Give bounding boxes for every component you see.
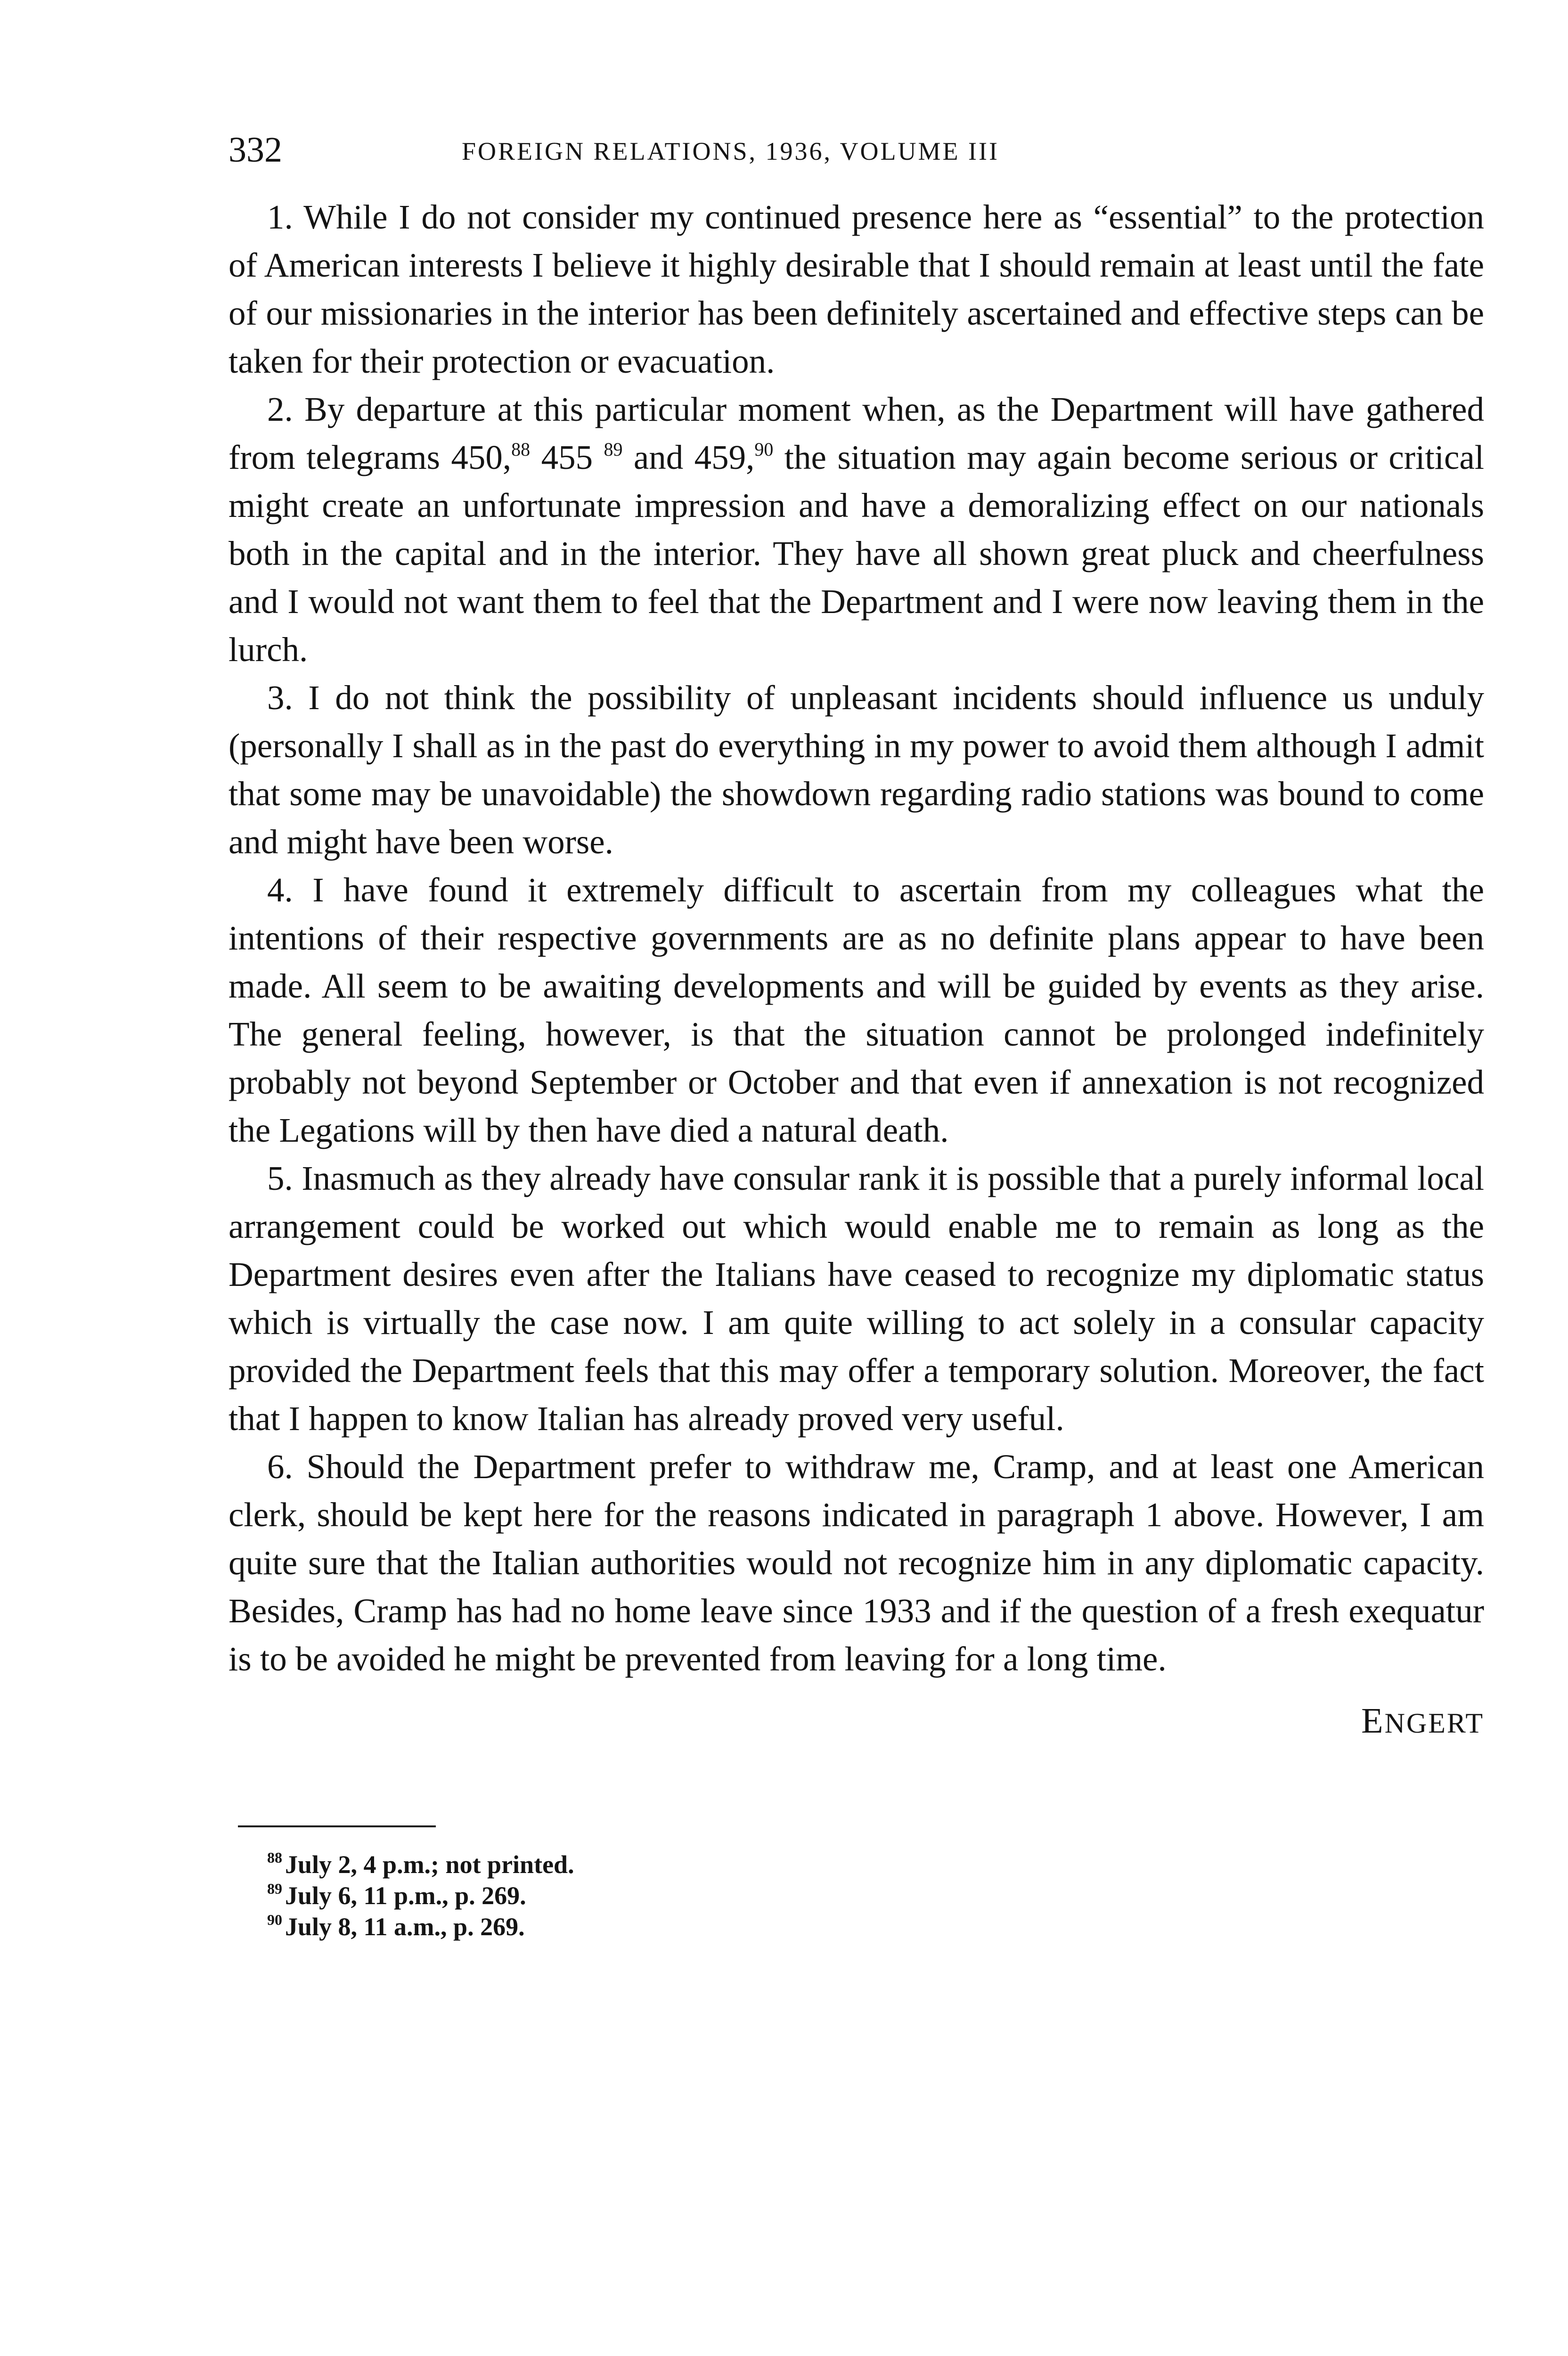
telegram-number: 455	[541, 438, 593, 476]
paragraph-5	[229, 1154, 1484, 1443]
header-title: FOREIGN RELATIONS, 1936, VOLUME III	[462, 137, 999, 165]
paragraph-number: 4.	[267, 871, 293, 909]
footnote-ref-89: 89	[604, 439, 623, 460]
footnote-mark: 90	[267, 1911, 282, 1928]
paragraph-text: While I do not consider my continued presence here as “essential” to the protection of American interests I believe it highly desirable that I should remain at least until the fate of our missionaries in the interior has been definitely ascertained and effective steps can be taken for their protection or evacuation.	[229, 198, 1484, 380]
footnote-text: July 2, 4 p.m.; not printed.	[285, 1850, 574, 1879]
paragraph-1	[229, 193, 1484, 385]
paragraph-text: Should the Department prefer to withdraw me, Cramp, and at least one American clerk, should be kept here for the reasons indicated in paragraph 1 above. However, I am quite sure that the Italian authorities would not recognize him in any diplomatic capacity. Besides, Cramp has had no home leave since 1933 and if the question of a fresh exequatur is to be avoided he might be prevented from leaving for a long time.	[229, 1448, 1484, 1678]
footnote	[267, 1849, 1484, 1880]
signature-rest: NGERT	[1384, 1708, 1484, 1739]
paragraph-text: the situation may again become serious or critical might create an unfortunate impression and have a demoralizing effect on our nationals both in the capital and in the interior. They have all shown great pluck and cheerfulness and I would not want them to feel that the Department and I were now leaving them in the lurch.	[229, 438, 1485, 669]
telegram-number: and 459,	[633, 438, 755, 476]
footnote	[267, 1911, 1484, 1942]
paragraph-number: 3.	[267, 679, 293, 717]
footnote-mark: 89	[267, 1880, 282, 1897]
footnote-mark: 88	[267, 1849, 282, 1866]
paragraph-2	[229, 385, 1484, 674]
letter-body	[229, 193, 1484, 1683]
paragraph-number: 5.	[267, 1159, 293, 1197]
signature	[229, 1703, 1484, 1739]
signature-initial: E	[1361, 1701, 1385, 1741]
footnotes	[267, 1849, 1484, 1942]
document-page	[229, 132, 1484, 1942]
page-number: 332	[229, 130, 282, 170]
footnote-divider	[238, 1825, 436, 1827]
paragraph-4	[229, 866, 1484, 1154]
paragraph-text: Inasmuch as they already have consular rank it is possible that a purely informal local arrangement could be worked out which would enable me to remain as long as the Department desires even after the Italians have ceased to recognize my diplomatic status which is virtually the case now. I am quite willing to act solely in a consular capacity provided the Department feels that this may offer a temporary solution. Moreover, the fact that I happen to know Italian has already proved very useful.	[229, 1159, 1485, 1438]
paragraph-text: By departure at this particular moment when, as the Department will have gathered from telegrams 450,	[229, 390, 1484, 476]
footnote-ref-90: 90	[754, 439, 774, 460]
paragraph-number: 6.	[267, 1448, 293, 1486]
paragraph-text: I do not think the possibility of unpleasant incidents should influence us unduly (personally I shall as in the past do everything in my power to avoid them although I admit that some may be unavoidable) the showdown regarding radio stations was bound to come and might have been worse.	[229, 679, 1484, 861]
paragraph-number: 1.	[267, 198, 293, 236]
footnote-text: July 8, 11 a.m., p. 269.	[285, 1913, 525, 1941]
footnote-ref-88: 88	[511, 439, 531, 460]
paragraph-6	[229, 1443, 1484, 1683]
paragraph-text: I have found it extremely difficult to ascertain from my colleagues what the intentions of their respective governments are as no definite plans appear to have been made. All seem to be awaiting developments and will be guided by events as they arise. The general feeling, however, is that the situation cannot be prolonged indefinitely probably not beyond September or October and that even if annexation is not recognized the Legations will by then have died a natural death.	[229, 871, 1484, 1149]
paragraph-3	[229, 674, 1484, 866]
paragraph-number: 2.	[267, 390, 293, 428]
footnote	[267, 1880, 1484, 1911]
running-head	[229, 132, 1484, 193]
footnote-text: July 6, 11 p.m., p. 269.	[285, 1882, 526, 1910]
